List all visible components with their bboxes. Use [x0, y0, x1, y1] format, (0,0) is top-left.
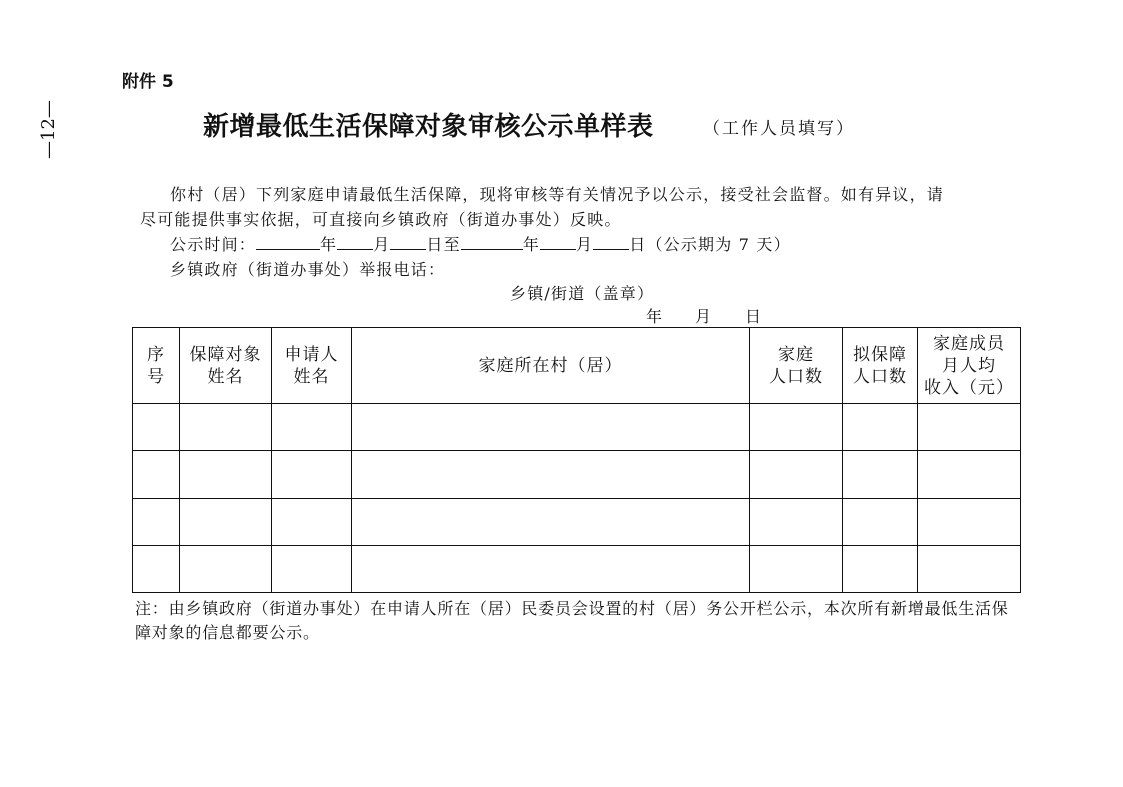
cell-beneficiary-name[interactable]	[180, 498, 272, 545]
cell-seq[interactable]	[133, 545, 180, 592]
intro-line-2: 尽可能提供事实依据，可直接向乡镇政府（街道办事处）反映。	[140, 210, 622, 229]
date-month-label: 月	[695, 307, 713, 326]
header-village	[352, 328, 750, 404]
start-day-blank[interactable]	[390, 235, 426, 250]
header-proposed-size	[843, 328, 918, 404]
publicity-period-note: （公示期为 7 天）	[646, 235, 791, 254]
table-row	[133, 404, 1021, 451]
end-month-unit: 月	[576, 235, 594, 254]
start-year-unit: 年	[320, 235, 338, 254]
cell-applicant-name[interactable]	[272, 498, 352, 545]
cell-monthly-income[interactable]	[918, 498, 1021, 545]
header-applicant-line2: 姓名	[293, 366, 330, 387]
cell-monthly-income[interactable]	[918, 404, 1021, 451]
intro-line-1: 你村（居）下列家庭申请最低生活保障，现将审核等有关情况予以公示，接受社会监督。如有异议，请	[170, 185, 945, 204]
publicity-table	[132, 327, 1021, 593]
header-applicant-name	[272, 328, 352, 404]
header-beneficiary-line2: 姓名	[207, 366, 244, 387]
cell-proposed-size[interactable]	[843, 451, 918, 498]
cell-beneficiary-name[interactable]	[180, 404, 272, 451]
date-day-label: 日	[745, 307, 763, 326]
header-household-line2: 人口数	[769, 366, 823, 387]
cell-applicant-name[interactable]	[272, 451, 352, 498]
start-month-unit: 月	[373, 235, 391, 254]
cell-household-size[interactable]	[750, 451, 843, 498]
header-income-line3: 收入（元）	[924, 377, 1014, 398]
table-row	[133, 545, 1021, 592]
header-household-line1: 家庭	[778, 344, 814, 365]
cell-village[interactable]	[352, 545, 750, 592]
cell-monthly-income[interactable]	[918, 545, 1021, 592]
end-month-blank[interactable]	[540, 235, 576, 250]
header-income-line2: 月人均	[942, 355, 996, 376]
start-day-unit: 日至	[426, 235, 461, 254]
header-monthly-income	[918, 328, 1021, 404]
header-proposed-line1: 拟保障	[853, 344, 907, 365]
hotline-label: 乡镇政府（街道办事处）举报电话：	[170, 260, 446, 279]
header-seq-line1: 序	[147, 344, 165, 365]
cell-household-size[interactable]	[750, 404, 843, 451]
cell-household-size[interactable]	[750, 498, 843, 545]
cell-applicant-name[interactable]	[272, 404, 352, 451]
cell-applicant-name[interactable]	[272, 545, 352, 592]
cell-village[interactable]	[352, 404, 750, 451]
header-household-size	[750, 328, 843, 404]
header-applicant-line1: 申请人	[284, 344, 339, 365]
header-beneficiary-line1: 保障对象	[189, 344, 262, 365]
table-row	[133, 451, 1021, 498]
cell-seq[interactable]	[133, 451, 180, 498]
header-income-line1: 家庭成员	[933, 333, 1005, 354]
header-seq-line2: 号	[147, 366, 165, 387]
header-seq	[133, 328, 180, 404]
footnote: 注：由乡镇政府（街道办事处）在申请人所在（居）民委员会设置的村（居）务公开栏公示，本次所有新增最低生活保障对象的信息都要公示。	[135, 599, 1009, 642]
header-beneficiary-name	[180, 328, 272, 404]
page-number: —12—	[38, 100, 59, 160]
start-year-blank[interactable]	[256, 235, 320, 250]
cell-seq[interactable]	[133, 498, 180, 545]
table-row	[133, 498, 1021, 545]
cell-monthly-income[interactable]	[918, 451, 1021, 498]
end-day-blank[interactable]	[593, 235, 629, 250]
cell-village[interactable]	[352, 451, 750, 498]
cell-beneficiary-name[interactable]	[180, 545, 272, 592]
publicity-time-line	[170, 232, 791, 255]
end-year-unit: 年	[522, 235, 541, 254]
cell-village[interactable]	[352, 498, 750, 545]
table-header-row	[133, 328, 1021, 404]
cell-proposed-size[interactable]	[843, 404, 918, 451]
cell-household-size[interactable]	[750, 545, 843, 592]
header-village-label: 家庭所在村（居）	[478, 355, 623, 376]
attachment-label: 附件 5	[122, 72, 174, 92]
end-year-blank[interactable]	[461, 235, 523, 250]
cell-beneficiary-name[interactable]	[180, 451, 272, 498]
seal-label: 乡镇/街道（盖章）	[510, 284, 655, 303]
form-title-note: （工作人员填写）	[703, 119, 855, 139]
cell-seq[interactable]	[133, 404, 180, 451]
form-title: 新增最低生活保障对象审核公示单样表	[203, 112, 654, 142]
header-proposed-line2: 人口数	[853, 366, 907, 387]
publicity-time-label: 公示时间：	[170, 235, 257, 254]
start-month-blank[interactable]	[337, 235, 373, 250]
cell-proposed-size[interactable]	[843, 498, 918, 545]
cell-proposed-size[interactable]	[843, 545, 918, 592]
date-year-label: 年	[646, 307, 664, 326]
end-day-unit: 日	[629, 235, 647, 254]
